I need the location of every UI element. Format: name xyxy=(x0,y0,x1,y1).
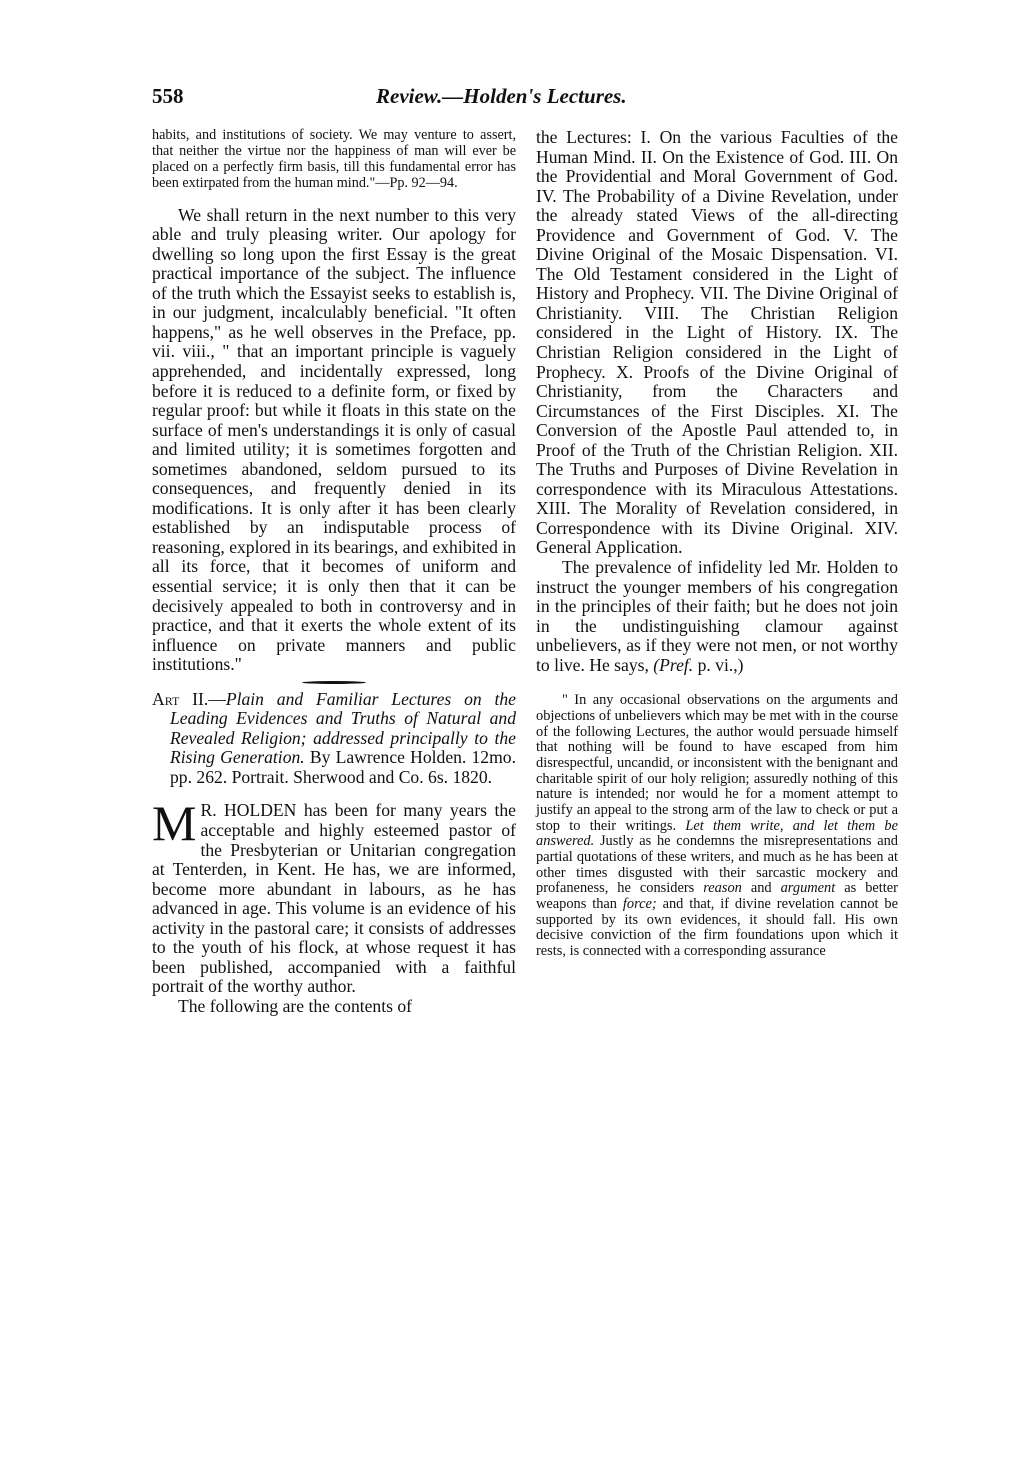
paragraph-holden xyxy=(152,795,516,997)
paragraph-infidelity-text: The prevalence of infidelity led Mr. Holden to instruct the younger members of his congregation in the principles of their faith; but he does not join in the undistinguishing clamour against unbelievers, as if they were not men, or not worthy to live. He says, xyxy=(536,557,898,675)
drop-cap-rest: R. HOLDEN xyxy=(200,800,297,821)
preface-ref: (Pref. xyxy=(653,654,694,675)
quote-part-d: as better weapons than xyxy=(536,880,898,912)
quote-part-c: and xyxy=(741,880,781,897)
article-details: By Lawrence Holden. 12mo. pp. 262. Portrait. Sherwood and Co. 6s. 1820. xyxy=(170,747,516,787)
quote-part-e: and that, if divine revelation cannot be supported by its own evidences, it should fall. His own decisive conviction of the firm foundations upon which it rests, is connected with a corresponding assurance xyxy=(536,895,898,959)
section-divider xyxy=(302,681,366,684)
right-column xyxy=(536,128,898,959)
quote-part-b: Justly as he condemns the misrepresentations and partial quotations of these writers, and much as he has been at other times disgusted with their sarcastic mockery and profaneness, he considers xyxy=(536,833,898,897)
quote-part-a: " In any occasional observations on the arguments and objections of unbelievers which may be met with in the course of the following Lectures, the author would persuade himself that nothing will be found to have escaped from him disrespectful, uncandid, or inconsistent with the benignant and charitable spirit of our holy religion; assuredly nothing of this nature is intended; nor would he for a moment attempt to justify an appeal to the strong arm of the law to check or put a stop to their writings. xyxy=(536,692,898,834)
article-heading xyxy=(152,690,516,788)
page-ref: p. vi.,) xyxy=(693,654,744,675)
article-title: Plain and Familiar Lectures on the Leading Evidences and Truths of Natural and Revealed Religion; addressed principally to the Rising Generation. xyxy=(170,688,516,768)
quote-italic-reason: reason xyxy=(703,880,742,897)
paragraph-infidelity xyxy=(536,558,898,675)
running-head: Review.—Holden's Lectures. xyxy=(376,84,627,108)
quote-italic-force: force; xyxy=(622,895,657,912)
quote-italic-answered: Let them write, and let them be answered. xyxy=(536,817,899,850)
paragraph-following: The following are the contents of xyxy=(178,995,413,1016)
drop-cap: M xyxy=(152,795,197,852)
page-number: 558 xyxy=(152,84,184,108)
quote-continuation: habits, and institutions of society. We may venture to assert, that neither the virtue nor the happiness of man will ever be placed on a perfectly firm basis, till this fundamental error has been extirpated from the human mind."—Pp. 92—94. xyxy=(152,127,516,191)
paragraph-return: We shall return in the next number to this very able and truly pleasing writer. Our apology for dwelling so long upon the first Essay is the great practical importance of the subject. The influence of the truth which the Essayist seeks to establish is, in our judgment, incalculably beneficial. "It often happens," as he well observes in the Preface, pp. vii. viii., " that an important principle is vaguely apprehended, and incidentally expressed, long before it is reduced to a definite form, or fixed by regular proof: but while it floats in this state on the surface of men's understandings it is only of casual and limited utility; it is sometimes forgotten and sometimes abandoned, seldom pursued to its consequences, and frequently denied in its modifications. It is only after it has been clearly established by an indisputable process of reasoning, explored in its bearings, and exhibited in all its force, that it becomes of uniform and essential service; it is only then that it can be decisively appealed to both in controversy and in practice, and that it exerts the whole extent of its influence on private manners and public institutions." xyxy=(152,204,517,675)
left-column xyxy=(152,128,516,1017)
paragraph-holden-text: has been for many years the acceptable and highly esteemed pastor of the Presbyterian or Unitarian congregation at Tenterden, in Kent. He has, we are informed, become more abundant in labours, as he has advanced in age. This volume is an evidence of his activity in the pastoral care; it consists of addresses to the youth of his flock, at whose request it has been published, accompanied with a faithful portrait of the worthy author. xyxy=(152,800,516,997)
quote-italic-argument: argument xyxy=(780,880,836,897)
lecture-contents: the Lectures: I. On the various Faculties of the Human Mind. II. On the Existence of God. III. On the Providential and Moral Government of God. IV. The Probability of a Divine Revelation, under the already stated Views of the all-directing Providence and Government of God. V. The Divine Original of the Mosaic Dispensation. VI. The Old Testament considered in the Light of History and Prophecy. VII. The Divine Original of Christianity. VIII. The Christian Religion considered in the Light of History. IX. The Christian Religion considered in the Light of Prophecy. X. Proofs of the Divine Original of Christianity, from the Characters and Circumstances of the First Disciples. XI. The Conversion of the Apostle Paul attended to, in Proof of the Truth of the Christian Religion. XII. The Truths and Purposes of Divine Revelation in correspondence with its Miraculous Attestations. XIII. The Morality of Revelation considered, in Correspondence with its Divine Original. XIV. General Application. xyxy=(536,127,898,558)
block-quote xyxy=(536,693,898,959)
article-label: Art II.— xyxy=(152,688,226,709)
page-header xyxy=(152,84,900,118)
